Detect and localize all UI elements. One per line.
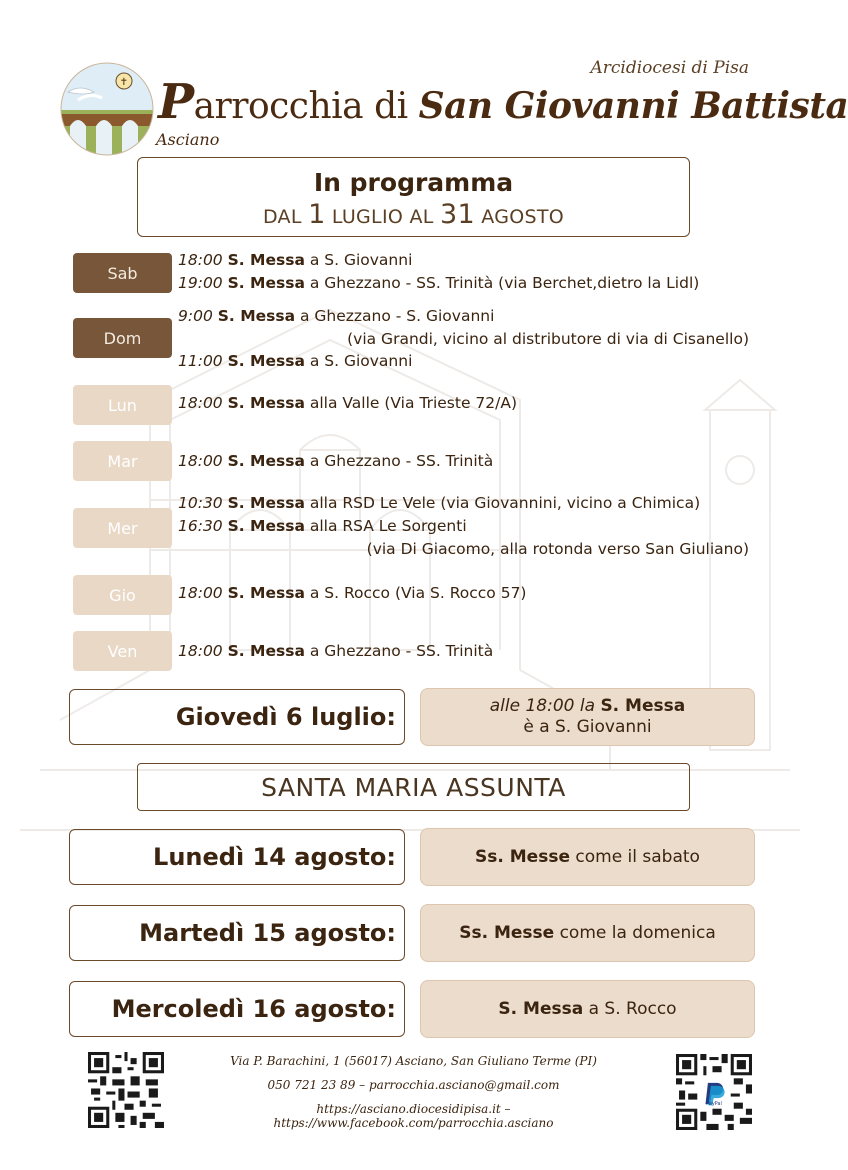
schedule-line: 9:00 S. Messa a Ghezzano - S. Giovanni [178,307,495,325]
day-badge-sab: Sab [73,253,172,293]
parish-title: Parrocchia di San Giovanni Battista [158,74,848,130]
schedule-line: 18:00 S. Messa alla Valle (Via Trieste 72/A) [178,394,518,412]
paypal-qr-code[interactable] [676,1054,752,1130]
special-mercoledi-info: S. Messa a S. Rocco [420,980,755,1038]
special-lunedi-info: Ss. Messe come il sabato [420,828,755,886]
schedule-line: 18:00 S. Messa a S. Giovanni [178,251,413,269]
footer-links: https://asciano.diocesidipisa.it – https://www.facebook.com/parrocchia.asciano [273,1102,554,1130]
schedule-line: 18:00 S. Messa a S. Rocco (Via S. Rocco 57) [178,584,527,602]
day-badge-dom: Dom [73,318,172,358]
schedule-line: 19:00 S. Messa a Ghezzano - SS. Trinità (via Berchet,dietro la Lidl) [178,274,700,292]
website-qr-code[interactable] [88,1052,164,1128]
day-badge-ven: Ven [73,631,172,671]
programma-box [137,157,690,237]
schedule-note: (via Grandi, vicino al distributore di via di Cisanello) [347,330,749,348]
special-martedi-label: Martedì 15 agosto: [69,905,405,961]
town-label: Asciano [156,130,220,149]
day-badge-mer: Mer [73,508,172,548]
diocese-label: Arcidiocesi di Pisa [590,58,749,78]
day-badge-mar: Mar [73,441,172,481]
footer-address: Via P. Barachini, 1 (56017) Asciano, San Giuliano Terme (PI) [230,1054,597,1068]
svg-text:✝: ✝ [119,77,129,88]
programma-title: In programma [313,168,514,197]
schedule-note: (via Di Giacomo, alla rotonda verso San Giuliano) [366,540,749,558]
special-martedi-info: Ss. Messe come la domenica [420,904,755,962]
special-lunedi-label: Lunedì 14 agosto: [69,829,405,885]
special-mercoledi-label: Mercoledì 16 agosto: [69,981,405,1037]
schedule-line: 16:30 S. Messa alla RSA Le Sorgenti [178,517,467,535]
special-giovedi-label: Giovedì 6 luglio: [69,689,405,745]
footer-contacts: 050 721 23 89 – parrocchia.asciano@gmail.com [267,1078,560,1092]
schedule-line: 11:00 S. Messa a S. Giovanni [178,352,413,370]
assunta-title: SANTA MARIA ASSUNTA [137,763,690,811]
schedule-line: 18:00 S. Messa a Ghezzano - SS. Trinità [178,452,494,470]
schedule-line: 18:00 S. Messa a Ghezzano - SS. Trinità [178,642,494,660]
programma-dates: DAL 1 LUGLIO AL 31 AGOSTO [262,199,565,230]
day-badge-lun: Lun [73,385,172,425]
paypal-label: PayPal [706,1101,722,1108]
parish-logo [60,62,154,156]
schedule-line: 10:30 S. Messa alla RSD Le Vele (via Giovannini, vicino a Chimica) [178,494,701,512]
special-giovedi-info: alle 18:00 la S. Messa è a S. Giovanni [420,688,755,746]
day-badge-gio: Gio [73,575,172,615]
